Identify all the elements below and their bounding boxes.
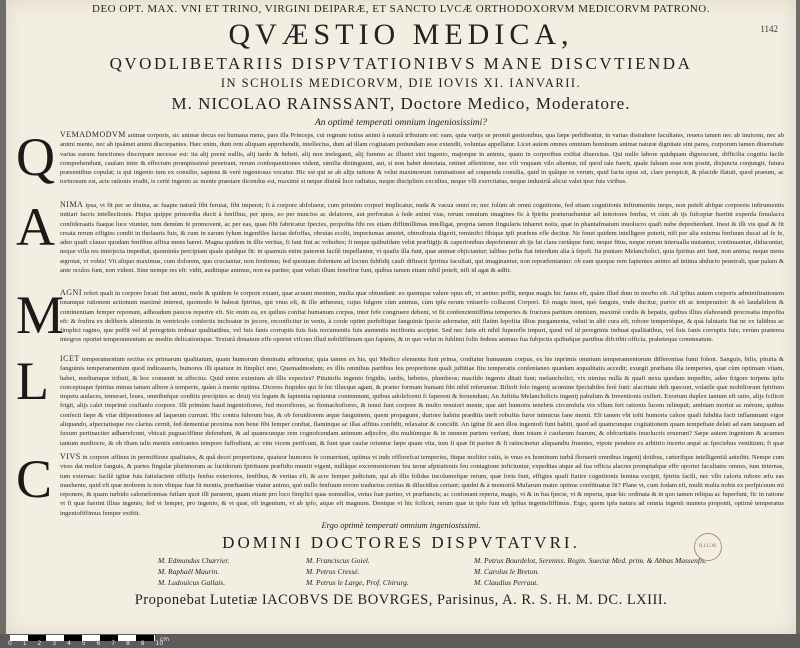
- doctor-name: M. Franciscus Goiel.: [306, 556, 370, 565]
- ruler-tick: 10: [155, 640, 164, 647]
- drop-cap-a: A: [16, 197, 55, 257]
- section-licet: [14, 351, 784, 447]
- ruler-tick: 7: [111, 640, 116, 647]
- section-lead: VEMADMODVM: [60, 130, 126, 139]
- doctor-name: M. Edmundus Charrier.: [158, 556, 230, 565]
- section-quemadmodum: [14, 127, 784, 196]
- document-page: [6, 0, 796, 634]
- doctors-column-3: [474, 555, 707, 588]
- ruler-tick: 2: [37, 640, 42, 647]
- ruler-tick: 4: [67, 640, 71, 647]
- ruler-tick-labels: [8, 640, 163, 647]
- subtitle-date: IN SCHOLIS MEDICORVM, DIE IOVIS XI. IANVARII.: [220, 76, 582, 90]
- doctors-heading: DOMINI DOCTORES DISPVTATVRI.: [222, 533, 580, 552]
- doctor-name: M. Raphaël Maurin.: [158, 567, 220, 576]
- doctor-name: M. Petrus Bourdelot, Sereniss. Regin. Sueciæ Med. prim. & Abbas Massenfis.: [474, 556, 707, 565]
- ruler-tick: 9: [140, 640, 145, 647]
- library-stamp: B.I.U.M.: [694, 533, 722, 561]
- section-text: ipsa, vt fit per se diuina, ac fuapte naturâ fibi feruiat, fibi imperet; fi à corpore abfolueur, cum primùm corpori implicatur, nuda & vacua omni re; nec folùm ab omni cognitione, fed etiam cognitionis inftrumentis inops, non poteft abfque corporeis inftrumentis initiari facris intellectionis. Hujus quippe primordia ducit à fenfibus, per quos, eo per nuncios ac delatores, aut perforatas à fede animi vias, rerum omnium imagines fic à fpiritu præteruehuntur ad interiores fenfus, vt cùm ab ijs fufceptæ fuerint expenfa fimulacra confideraatis fuaque luce vtuntur, tum demùm fe promovent, ac per eas, quas fibi fabricatur fpecies, propofita fibi res etiam diffimillimas intelligat, propria tamen fingularis inhæret notis, quæ in phantafmatum inuolucro quafi nube depreherdant. Inest & illi vis quaf & fit creata rerum effigies condit in thefauris fuis, & cum in earum fylum ingenfiles factas defoffas, obrutas ecolit, imperiumas amotet, obtruibrata digerit, reminifci fibique ipfi præfens efle decitur. Ne fenet quidem intelligere poterit, nifi per alia externa fenfuum ducat ad fe fe, adeo quafi clauso quodam fenfibus affixa mens hæret. Magna quidem in illis veritas, fi fani fint ac vobuftes; fi neque quibufdam velut præftigijs & caperionibus depofeumur ab ijs fat clara certâque funt; neque fitus, neque rerum interualla mutantur, continuantur, diducuntur, neque villa res interjecta impediat, quominùs percipiant quale quidque fit: in quamuis enim paterent facilè impellantur, vt quafis illa funt, quæ animæ objiciantur; talibus pofia fiat interdum alia à fepsfi. Ita puntare Melancholici, quia fpiritus atri funt, non anima; neque mens ægrotat, vt vobis! Vit aliquo maximus, cum dolorem, quo cruciantur, non fentimus; fed quoniam dolentem ad locum fubfidij caufi diftracti fpiritus facultati, qui imaginantur, non repræfentantur: ob eam quoque rem fapientes animo ad intima abducto penetrali, quæ palam & ante oculos funt, non vident. Sine nempe res eft: vidit, audiitque animus, non ea pariter, quæ veluti illum fenefiræ funt, quibus tamen etiam nihil poteft, nifi id agat & adfit.: [60, 202, 784, 275]
- ruler-tick: 5: [81, 640, 86, 647]
- drop-cap-m: M: [16, 285, 65, 345]
- scale-ruler: [0, 634, 800, 648]
- doctors-column-1: [158, 555, 229, 588]
- drop-cap-l: L: [16, 351, 49, 411]
- subtitle: QVODLIBETARIIS DISPVTATIONIBVS MANE DISCVTIENDA: [109, 54, 693, 73]
- section-lead: NIMA: [60, 200, 84, 209]
- ruler-tick: 3: [52, 640, 57, 647]
- ruler-unit: cm: [160, 636, 170, 643]
- folio-number: 1142: [760, 24, 778, 34]
- doctor-name: M. Carolus le Breton.: [474, 567, 540, 576]
- section-body: [60, 200, 784, 282]
- section-text: animæ corporis, sic animæ decus est humana mens, pars illa Princeps, cui regnum totius animi à naturâ tributum est: eam, quia varijs se promit gestionibus, qua fæpe perhibentur, in varias distrahere facultates, reuera tamen nec ab inuicem, nec ab animi mente, nec ab ipsâmet animi discrepantes. Hæc enim, dum rem aliquam apprehendit, intellectus, dum ad illam cogitatam potiundam sese extendit, voluntas appellatur. Licet autem omnes omnium hominum animæ naturæ dignitate sint pares, corporum tamen diuersitate varias earum functiones discrepare necesse est: ita alij prenè nullis, alij tardo & hebeti, alij non ineleganti, alij fummo ac illustri sint ingenio, majorque in animis, quam in corporibus exiftat diuersitas. Qui nullo labore quidquam dignoscunt, difficilia cognitu facile comprehendunt, caufam inter & effectum promptissimè penetrant, rerum confequentiones vident, similia distinguunt, aut, si non habet denotata, retinet affentione, nec vili vnquam vilo alientur, nil quod tale fuerit, quale falsum esse non postit, disjuncta conjungit, futura præsentibus copulat; is qui ingenio tum ex consilio, sapiens & verè ingeniosus vocatur. Hic est qui se ab alijs ratione & velut maximorum ruminatione ad coquenda consilia, quid in quâque re verum, quid factu opus sit, clare perspicit, & placide flatuit, quod praeum, ac tortuosum est, acie rationis eradit, is certè ingenio ac mente præstare dicendus est, maximè si neque diuinâ luce radiatus, neque disciplinis excultus, neque vlli exercitatus, neque industriâ alicui valet ipse fuis viribus.: [60, 132, 784, 186]
- page-title: QVÆSTIO MEDICA,: [228, 18, 574, 51]
- imprint-footer: Proponebat Lutetiæ IACOBVS DE BOVRGES, Parisinus, A. R. S. H. M. DC. LXIII.: [134, 592, 668, 608]
- ruler-tick: 1: [22, 640, 27, 647]
- thesis-question: An optimè temperati omnium ingeniosissimi?: [314, 118, 488, 128]
- section-anima: [14, 197, 784, 282]
- section-cuius: [14, 449, 784, 518]
- section-text: in corpore affines in permiftione qualitates, & quâ decet proportione, quatuor humores fe conuertunt, optima vt inde efflorefcat temperies, fitque moliior cutis, is vnus ex hominum turbâ floruerit omnibus ingenij dotibus, cæterifque intelligentiâ anteibit. Nempe cum vires dat melior fanguis, & partes fingulæ plurimorum ac lucidorum fpirituum præfidio muniit vigent, nullâque excrementorum feu terræ afpirationis feu contagione inficiuntur, expeditas atque ad fua officia alacres promptafque effe oportet facultates omnes, tum internas, tum externas: facilè igitur fuis fatisfacient officijs fenfus exteriores, fenfibus, & veritas eft, & acre femper judicium, qui ab illis folidas incolumefque rerum, quæ foris funt, effigies quafi fiatire cognitionis femina excipit, fpiritu facili, nec vllo caloris rubore æfu eas inuehente, quid eft quæ mobrem is non vbique fuæ fit mentis, præftantiae vtatur animo, quò nullo fenfuum errore traductus certius & dilucidius certant; quidni & à memoriâ Mufarum matre optime conftituatur fit? Plane vt, cum fodam eft, multi multa nobis ex perfpicuum mi reponere, & quam turbido caloræfonmas fuilam quot illi pararent, quam etiam pro loco fimplici quas nonnullos, vnius fuæ pariter, vt præftancis; ac confonant reperta, magis, vt & in fua fpecie, vt & reperta, quæ hic ordinata & in quo tamen reliqua ac fuperfunt, fic in ratione vt fi quæ fuerint illius ingenio, fed vt femper, pro ingenio, & vt quæ, eft ingenium, vt ab ipfo, atque eft magnum. Denique vt hic fcilicet, rerum quæ in ipfo funt eft ipfius ingeniofiffimus. Ergo, quem ipfa natura ad omnia ingenii munera proponit, optimè temperatus ingeniofiffimus femper exiftit.: [60, 454, 784, 517]
- doctor-name: M. Claudius Perraut.: [474, 578, 539, 587]
- doctor-name: M. Petrus le Large, Prof. Chirurg.: [306, 578, 409, 587]
- section-lead: ICET: [60, 354, 80, 363]
- section-body: [60, 452, 784, 518]
- section-body: [60, 130, 784, 196]
- section-text: temperamentum rectius ex primarum qualitatum, quam humorum dominatu æftimetur, quia tamen ex his, qui Medico elementa funt prima, conftatur humanum corpus, ex his inprimis omnium temperamentorum differentias fumi folent. Sanguis, bilis, pituita & fanguinis temperamentum quod indicaueris, humores illi quatuor in fimplici uno, Quemadmodum; ex illis omnibus partibus feu proportione quali juftitiae fitu temperatis confentaneo quædam æqualitatis accedit; exurgit præftans illa temperies, quæ cùm optimam vitam, habet, mediumque tribuit, & hoc conuenit in affectus. Quid enim eximium ab illis expectes? Pituitofis ingenio frigidis, tardis, hebetes, plumbeos; macildo ingenio ditati funt; melancholici, vix nimius nulla & quafi nexu quodam impedito, adeo frigore torpens ipfis conceptuque fpiritus minus tamen albore à temperie, quàm à mente optima. Diceres ftupides qui fe hic illucque agant, & præter formam humani fibi nihil referuntur. Bilioft folo ingenij acumine fpectabiles ferè funt: alacritate delt quecunt, volatile quæ mobiliorum fpiritum impetu audaces, temerari, leues, omnibufque conftiis precipites ac deuij vix legum & fapientia rapiuntur contemnunt, quibus adolefcenti fi faperent & feruendum; An Jufitiia Melancholicis ingenij pabulum & Inventionis oxifert. Exortum duplex tantum eft ratio, alijs fcilicet frigit, alijs calet imprimè craffanlo corpore. Illi primùm haud ingeniofiores, fed morofiores, ac ftomachofiores, & tenui funt corpore & multo renuiori mente, que atri humoris tenebris circumfufa vix vllum fert rationis lucem relinquit; ambiam mortui ac mèrum, quibus confecti fæpe & vitæ difperationes ad laqueum currunt. Hic contra fulerunt bus, & ob feruidiorem æque fanguinem, quem propagune, duriore habitu præditis ineft robuftis furor inimicus fane menti. Eft tamen vbi tofti humoris calore quafi fubdita facti inflammant vigor aliquando, afpectatisque res clarius cernit, fed dementiæ proxima non bene fibi femper conftat, flaminque ac illas affitus confidit, relaxatur & concidit. An igitur fit aeri illos ingeniofi funt habiti, quod ad quamcunque cogitationem quam tempeftate delati ad eam tanquam ad fuxum pertinaciter adhærefcunt, vbicaii puguaciffime defendunt, & ad quamcunque rem cognofcendam animum adjecêre, diu multùmque & in omnem partem verfant, dum totam è caufarum fuarum, & obfcuritatis inuolucris eruerunt? Sæpe autem ingenium & acumen tantum mediocre, & ob iftam talis mentis emicantes tempore fuffodiunt, ac vim vicem perifcunt, & funt quæ caufæ oriuntur fæpe quam vita, tum fi quæ fit pariter & fi ratiocinetur aliquandiu fruentes, vtpote pendere ex arbitrio incerto æquè ac fpeciebus ventitium; fi quæ: [60, 356, 784, 447]
- drop-cap-c: C: [16, 449, 53, 509]
- dedication: DEO OPT. MAX. VNI ET TRINO, VIRGINI DEIPARÆ, ET SANCTO LVCÆ ORTHODOXORVM MEDICORVM PATRONO.: [92, 3, 710, 15]
- section-magni: [14, 285, 784, 346]
- section-body: [60, 354, 784, 447]
- ruler-tick: 8: [126, 640, 130, 647]
- section-lead: VIVS: [60, 452, 81, 461]
- conclusion: Ergo optimè temperati omnium ingeniosissimi.: [321, 520, 481, 530]
- doctors-column-2: [306, 555, 409, 588]
- section-lead: AGNI: [60, 288, 82, 297]
- doctor-name: M. Ludouicus Gallais.: [158, 578, 226, 587]
- ruler-tick: 0: [8, 640, 12, 647]
- doctor-name: M. Petrus Cressé.: [306, 567, 360, 576]
- ruler-tick: 6: [96, 640, 101, 647]
- section-text: refert quali in corpore locati fint animi, mole & quidem fe corpore extant, quæ acuunt mentem, multa quæ obtundant: eo quemque valere opus eft, vt animo poffit, neque magis hic fanus eft, quàm illud dum in morbo eft. Ad ipfius autem corporis adminiftrationem totamque rationem actionum maximè interest, quomodo fe habeat fpiritus, qui vnus eft, & ille æthereus, cujus fulgore cùm animus, cùm ipfa rerum vniuerfo collucent Corpori. Eò magis inest, quò fanguis, vnde ducitur, purior eft ac temperatior: & eò laudabilem & continentiam femper reponunt, adhoudum paucos reperire eft. Sic enim ea, ex quibus conftat humanum corpus, inter fefe congruere debent, vt fit confenzientiffima temperies & fructura partium omnium, maximè cordis & hepatis, quibus illius elaborandi procreatia impofita eft: & fruftra ex deliberis alimentis in ventriculo confectis inchoatur in jecore, reconficitur in venis, à corde optim perfeftique fanguinis fpecie adornatur, nifi flatim lepofita illius purgamenta, veluti in altè cura eft, robore temperiéque, & quà falutaris fiat ne ex faltibus ac fimplici ragino, que poffit vel id peregrinis imbuat qualitatibus, vel fuis fanis corruptis fuis fuis nocumentis fuis aumentis incifionis accipiet. Sed nec fatis eft nihil fuperefle impuri, quod vel id peregrinis imbuat qualitatibus, vel fuis fanis corruptis fuis; verùm præterea integros oportet temperamentum ac mediis delicationique. Texturâ donatum effe oportet vifcum illud nobiliffimum quo fapiens, & in quo velut in fublimi folio fedens animus fua fubjectis quibufque partibus difcribit officia, prabeteque commeatum.: [60, 290, 784, 344]
- moderator-line: M. NICOLAO RAINSSANT, Doctore Medico, Moderatore.: [171, 94, 631, 113]
- drop-cap-q: Q: [16, 127, 55, 187]
- section-body: [60, 288, 784, 346]
